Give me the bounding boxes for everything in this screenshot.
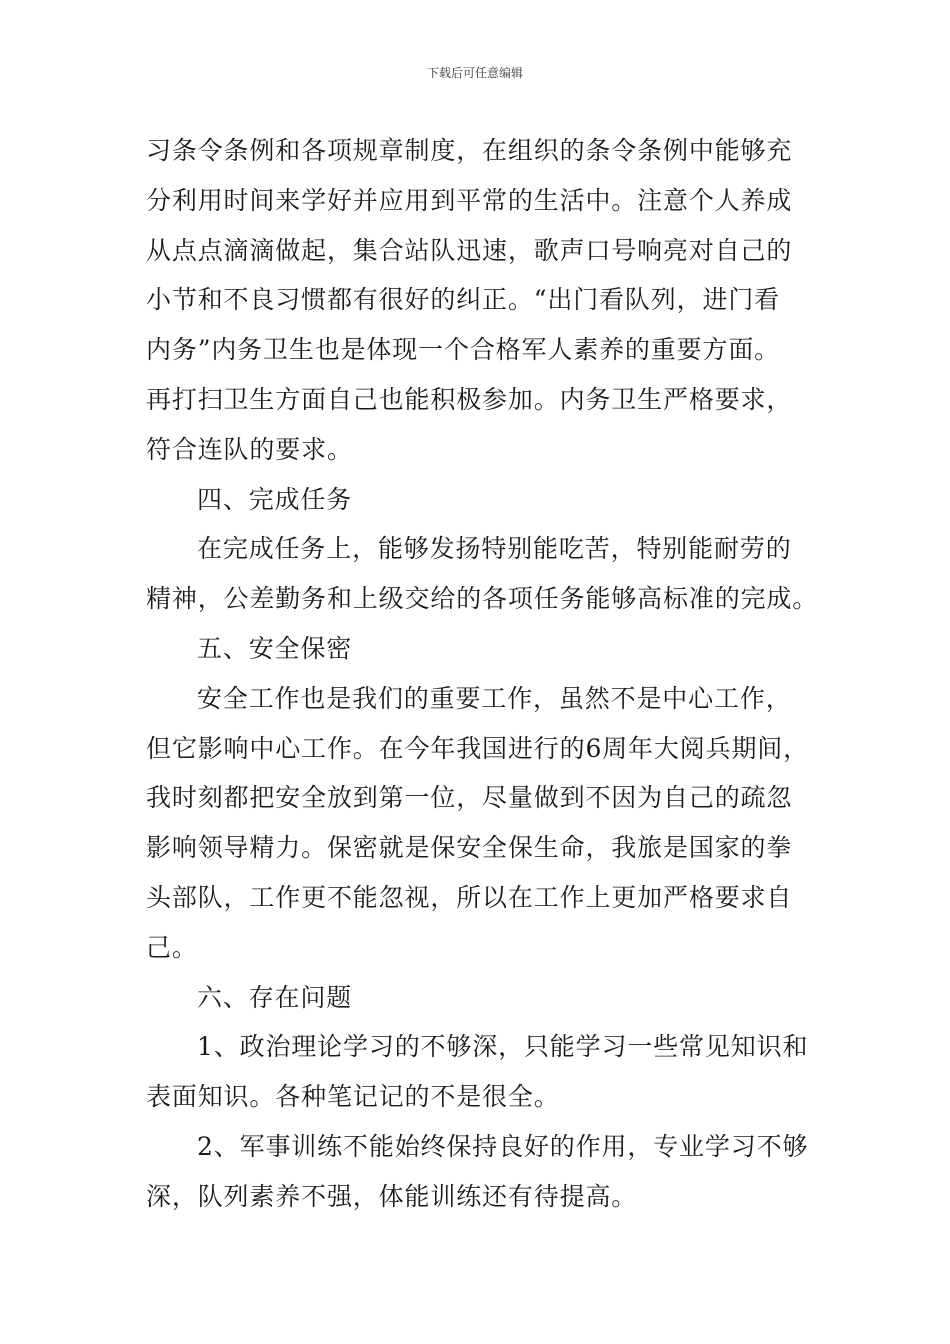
section-heading: 六、存在问题	[197, 982, 353, 1012]
text-line: 深，队列素养不强，体能训练还有待提高。	[146, 1181, 638, 1211]
section-heading-problems	[146, 973, 806, 1023]
text-line: 再打扫卫生方面自己也能积极参加。内务卫生严格要求，	[146, 384, 793, 414]
text-line: 头部队，工作更不能忽视，所以在工作上更加严格要求自	[146, 882, 793, 912]
text-line: 我时刻都把安全放到第一位，尽量做到不因为自己的疏忽	[146, 783, 793, 813]
text-line: 安全工作也是我们的重要工作，虽然不是中心工作，	[197, 683, 792, 713]
text-line: 习条令条例和各项规章制度，在组织的条令条例中能够充	[146, 136, 793, 165]
paragraph-problem-1	[146, 1022, 809, 1122]
paragraph-conduct	[146, 126, 806, 475]
text-line: 但它影响中心工作。在今年我国进行的6周年大阅兵期间，	[146, 733, 810, 763]
page-header: 下载后可任意编辑	[426, 66, 523, 80]
text-line: 1、政治理论学习的不够深，只能学习一些常见知识和	[197, 1032, 809, 1062]
paragraph-tasks	[146, 524, 819, 624]
paragraph-problem-2	[146, 1122, 809, 1222]
text-line: 内务”内务卫生也是体现一个合格军人素养的重要方面。	[146, 335, 781, 365]
text-line: 影响领导精力。保密就是保安全保生命，我旅是国家的拳	[146, 833, 793, 863]
text-line: 在完成任务上，能够发扬特别能吃苦，特别能耐劳的	[197, 534, 792, 564]
text-line: 分利用时间来学好并应用到平常的生活中。注意个人养成	[146, 185, 793, 215]
section-heading-tasks	[146, 475, 806, 525]
section-heading: 四、完成任务	[197, 484, 353, 514]
text-line: 2、军事训练不能始终保持良好的作用，专业学习不够	[197, 1131, 809, 1161]
text-line: 精神，公差勤务和上级交给的各项任务能够高标准的完成。	[146, 584, 819, 614]
text-line: 从点点滴滴做起，集合站队迅速，歌声口号响亮对自己的	[146, 235, 793, 265]
text-line: 表面知识。各种笔记记的不是很全。	[146, 1082, 560, 1112]
section-heading-security	[146, 624, 806, 674]
paragraph-security	[146, 674, 810, 973]
document-body	[146, 126, 819, 1222]
section-heading: 五、安全保密	[197, 633, 353, 663]
text-line: 小节和不良习惯都有很好的纠正。“出门看队列，进门看	[146, 285, 781, 315]
text-line: 己。	[146, 932, 198, 962]
text-line: 符合连队的要求。	[146, 434, 353, 464]
